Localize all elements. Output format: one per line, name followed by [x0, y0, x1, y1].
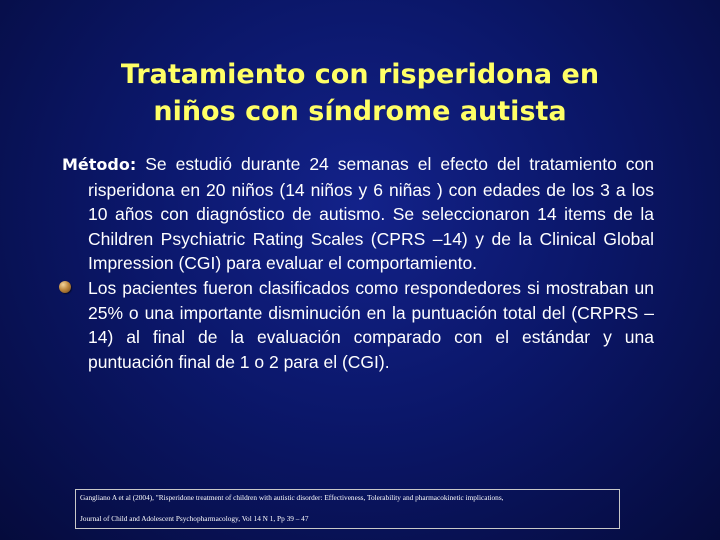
slide-title-line-2: niños con síndrome autista — [153, 96, 567, 127]
slide-body — [62, 152, 654, 374]
slide-title — [40, 56, 680, 130]
bullet-sphere-icon — [59, 281, 71, 293]
slide-title-line-1: Tratamiento con risperidona en — [120, 59, 600, 90]
citation-line-2: Journal of Child and Adolescent Psychopharmacology, Vol 14 N 1, Pp 39 – 47 — [80, 514, 309, 523]
bullet-item — [88, 276, 654, 374]
method-label: Método: — [62, 155, 137, 174]
bullet-text: Los pacientes fueron clasificados como respondedores si mostraban un 25% o una importante disminución en la puntuación total del (CRPRS –14) al final de la evaluación comparado con el estándar y una puntuación final de 1 o 2 para el (CGI). — [88, 277, 654, 372]
method-paragraph — [62, 152, 654, 276]
method-text: Se estudió durante 24 semanas el efecto del tratamiento con risperidona en 20 niños (14 niños y 6 niñas ) con edades de los 3 a los 10 años con diagnóstico de autismo. Se seleccionaron 14 items de la Children Psychiatric Rating Scales (CPRS –14) y de la Clinical Global Impression (CGI) para evaluar el comportamiento. — [88, 154, 654, 274]
citation-box — [75, 489, 620, 529]
citation-line-1: Gangliano A et al (2004), "Risperidone treatment of children with autistic disorder: Effectiveness, Tolerability and pharmacokinetic implications, — [80, 493, 504, 502]
